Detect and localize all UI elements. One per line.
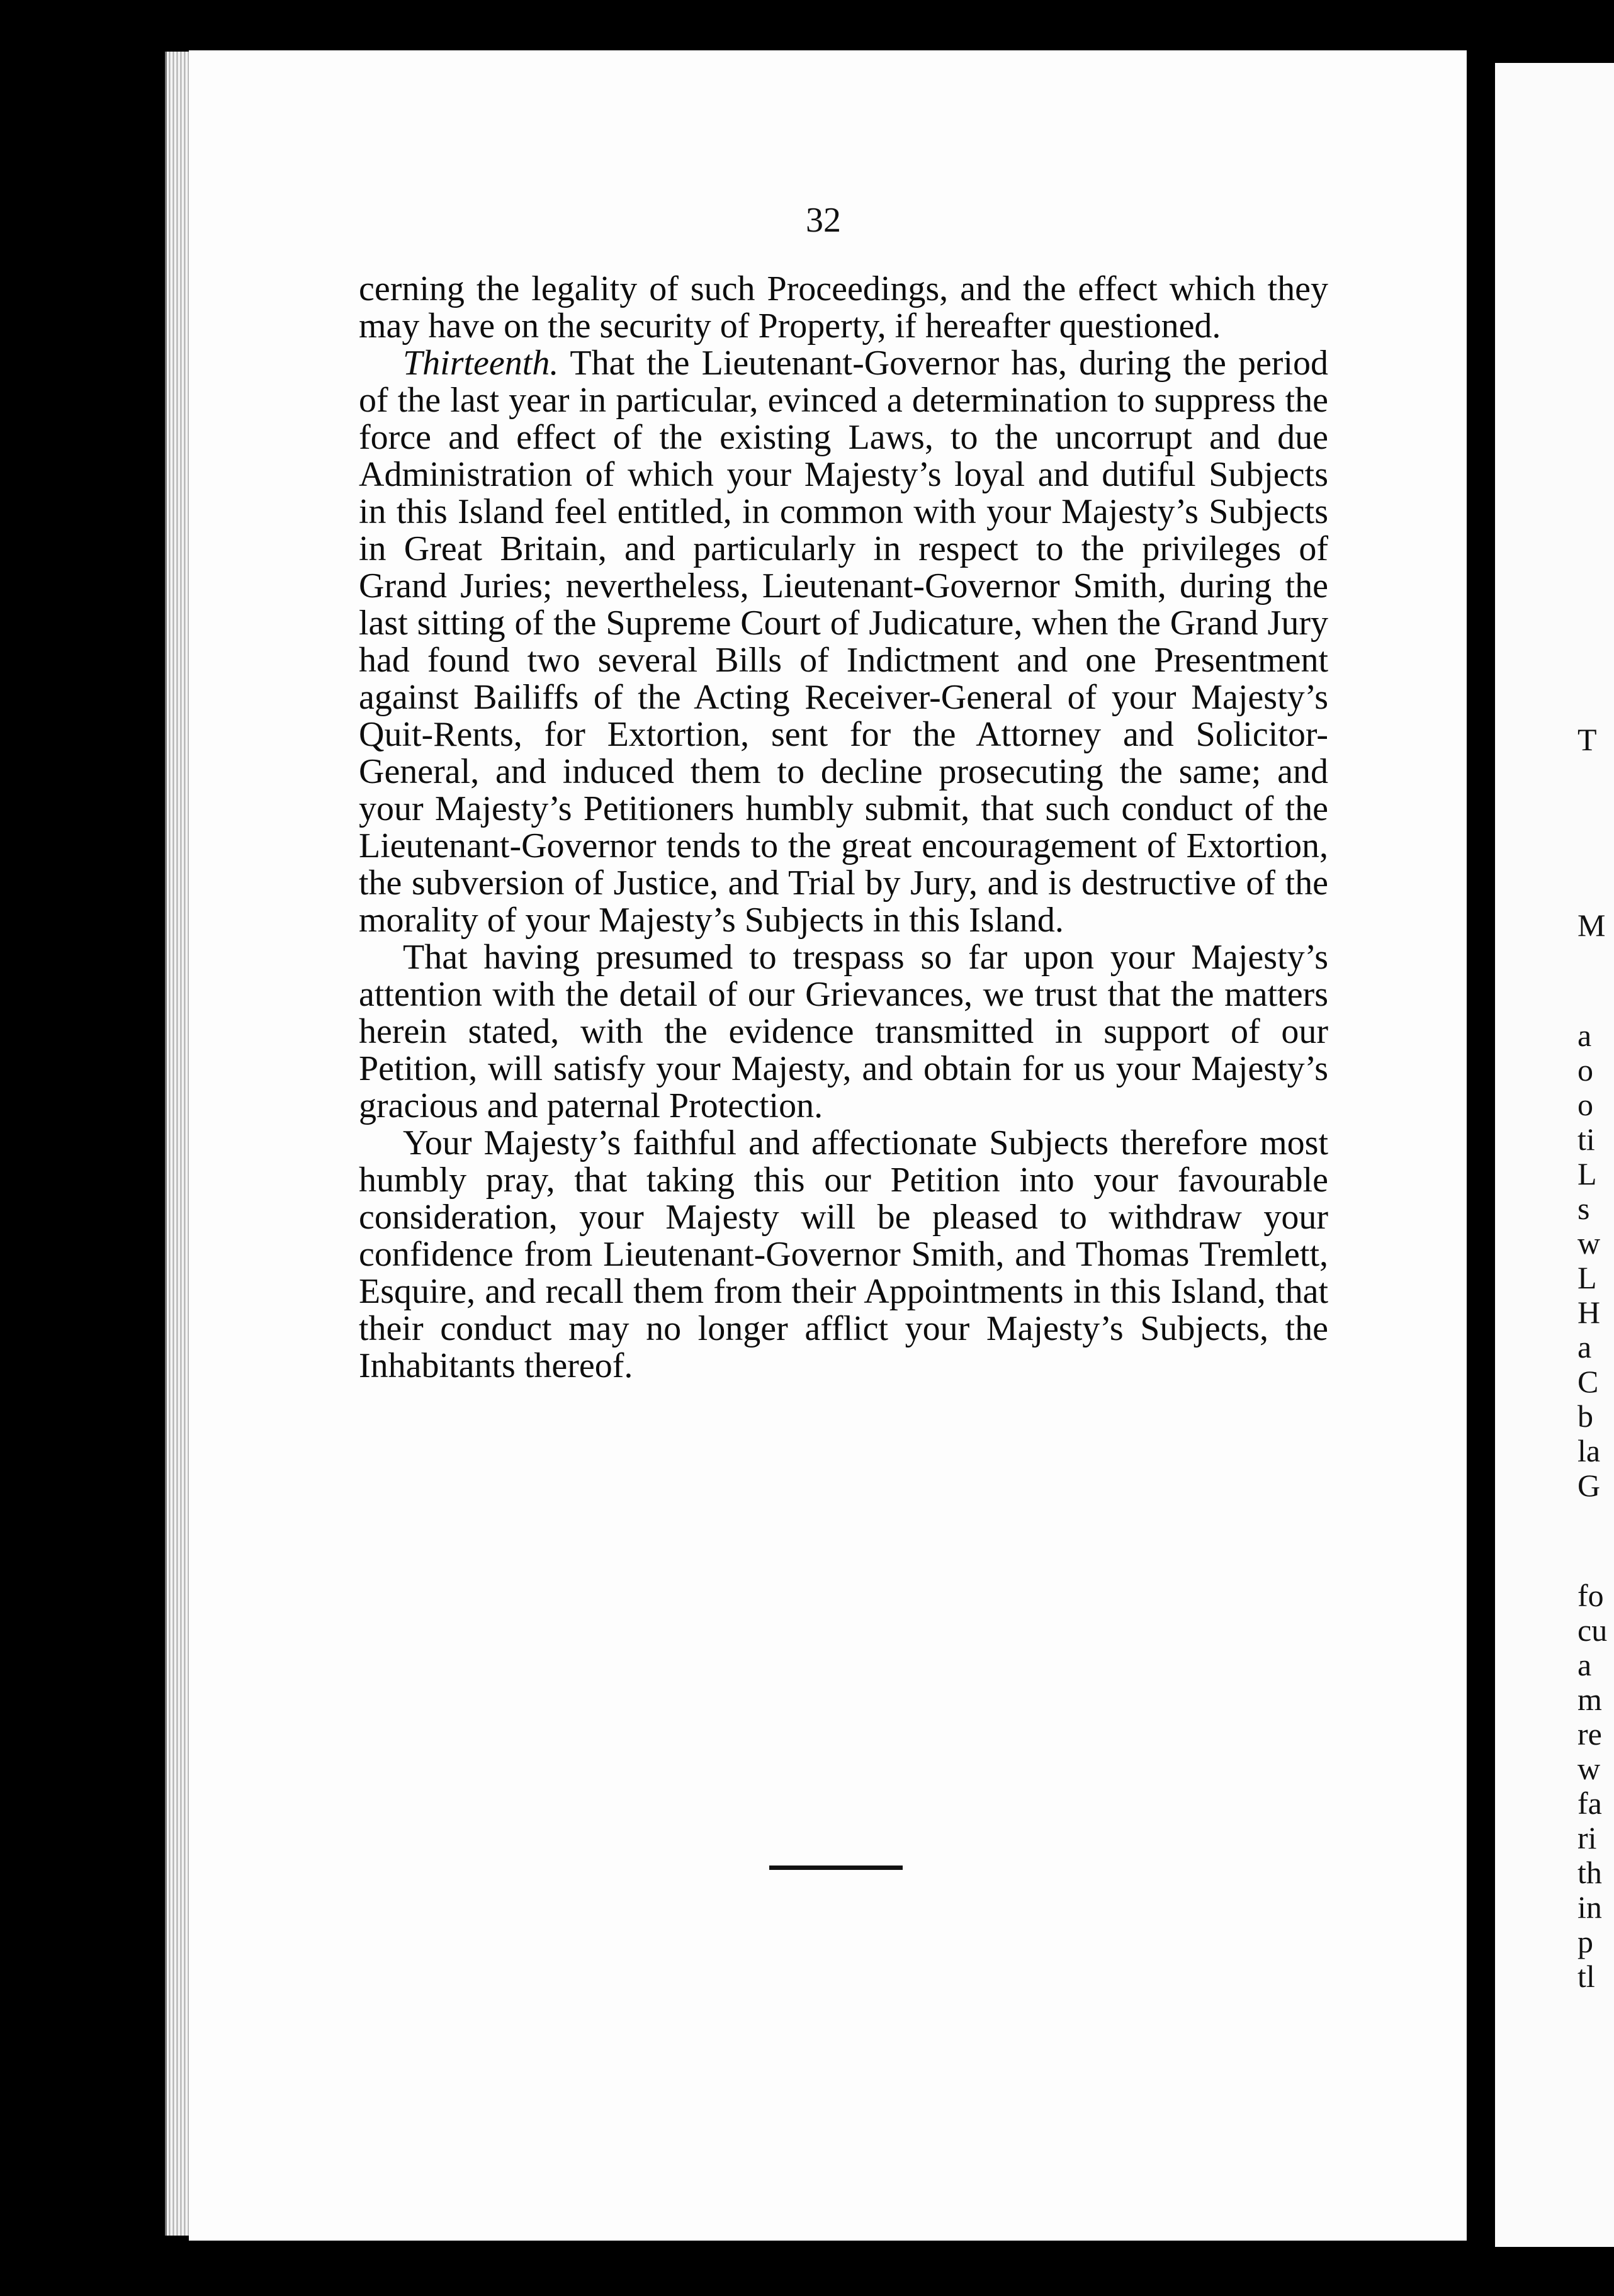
facing-page-fragment: a <box>1577 1647 1592 1682</box>
body-text <box>359 271 1328 1385</box>
facing-page-fragment: s <box>1577 1191 1590 1226</box>
paragraph-text: That the Lieutenant-Governor has, during the period of the last year in particular, evinced a determination to suppress the force and effect of the existing Laws, to the uncorrupt and due Administration of which your Majesty’s loyal and dutiful Subjects in this Island feel entitled, in common with your Majesty’s Subjects in Great Britain, and particularly in respect to the privileges of Grand Juries; nevertheless, Lieutenant-Governor Smith, during the last sitting of the Supreme Court of Judicature, when the Grand Jury had found two several Bills of Indictment and one Presentment against Bailiffs of the Acting Receiver-General of your Majesty’s Quit-Rents, for Extortion, sent for the Attorney and Solicitor-General, and induced them to decline prosecuting the same; and your Majesty’s Petitioners humbly submit, that such conduct of the Lieutenant-Governor tends to the great encouragement of Extortion, the subversion of Justice, and Trial by Jury, and is destructive of the morality of your Majesty’s Subjects in this Island. <box>359 344 1328 940</box>
facing-page-fragment: G <box>1577 1468 1601 1503</box>
facing-page-fragment: b <box>1577 1398 1593 1434</box>
facing-page-fragment: M <box>1577 908 1606 943</box>
facing-page-fragment: L <box>1577 1260 1597 1295</box>
facing-page-fragment: in <box>1577 1889 1602 1925</box>
closing-rule <box>769 1866 903 1870</box>
facing-page-fragment: p <box>1577 1924 1593 1959</box>
paragraph-prayer: Your Majesty’s faithful and affectionate Subjects therefore most humbly pray, that taking this our Petition into your favourable consideration, your Majesty will be pleased to withdraw your confidence from Lieutenant-Governor Smith, and Thomas Tremlett, Esquire, and recall them from their Appointments in this Island, that their conduct may no longer afflict your Majesty’s Subjects, the Inhabitants thereof. <box>359 1123 1328 1385</box>
facing-page-fragment: cu <box>1577 1612 1608 1648</box>
facing-page-fragment: ti <box>1577 1122 1595 1157</box>
facing-page-fragment: fa <box>1577 1786 1602 1821</box>
paragraph-trespass: That having presumed to trespass so far upon your Majesty’s attention with the detail of our Grievances, we trust that the matters herein stated, with the evidence transmitted in support of our Petition, will satisfy your Majesty, and obtain for us your Majesty’s gracious and paternal Protection. <box>359 938 1328 1125</box>
facing-page-fragment: L <box>1577 1156 1597 1191</box>
facing-page-fragment: th <box>1577 1855 1602 1890</box>
paragraph-thirteenth <box>359 345 1328 939</box>
facing-page-fragment: fo <box>1577 1578 1604 1613</box>
facing-page-fragment: H <box>1577 1295 1601 1330</box>
facing-page-fragment: a <box>1577 1018 1592 1053</box>
facing-page-fragment: o <box>1577 1087 1593 1122</box>
facing-page-fragment: w <box>1577 1225 1601 1261</box>
facing-page-fragment: re <box>1577 1716 1602 1752</box>
paragraph-continuation: cerning the legality of such Proceedings, and the effect which they may have on the security of Property, if hereafter questioned. <box>359 269 1328 346</box>
facing-page-text <box>1577 723 1614 1994</box>
facing-page-fragment: tl <box>1577 1959 1595 1994</box>
facing-page-fragment: w <box>1577 1751 1601 1786</box>
facing-page-fragment: a <box>1577 1329 1592 1365</box>
facing-page-fragment: la <box>1577 1433 1601 1468</box>
facing-page-fragment: o <box>1577 1052 1593 1088</box>
facing-page-fragment: T <box>1577 722 1597 757</box>
facing-page-fragment: C <box>1577 1364 1599 1399</box>
page-number: 32 <box>806 201 841 240</box>
page-edges <box>165 52 192 2236</box>
facing-page-fragment: m <box>1577 1682 1602 1717</box>
paragraph-lead: Thirteenth. <box>403 344 559 383</box>
facing-page-fragment: ri <box>1577 1820 1597 1855</box>
